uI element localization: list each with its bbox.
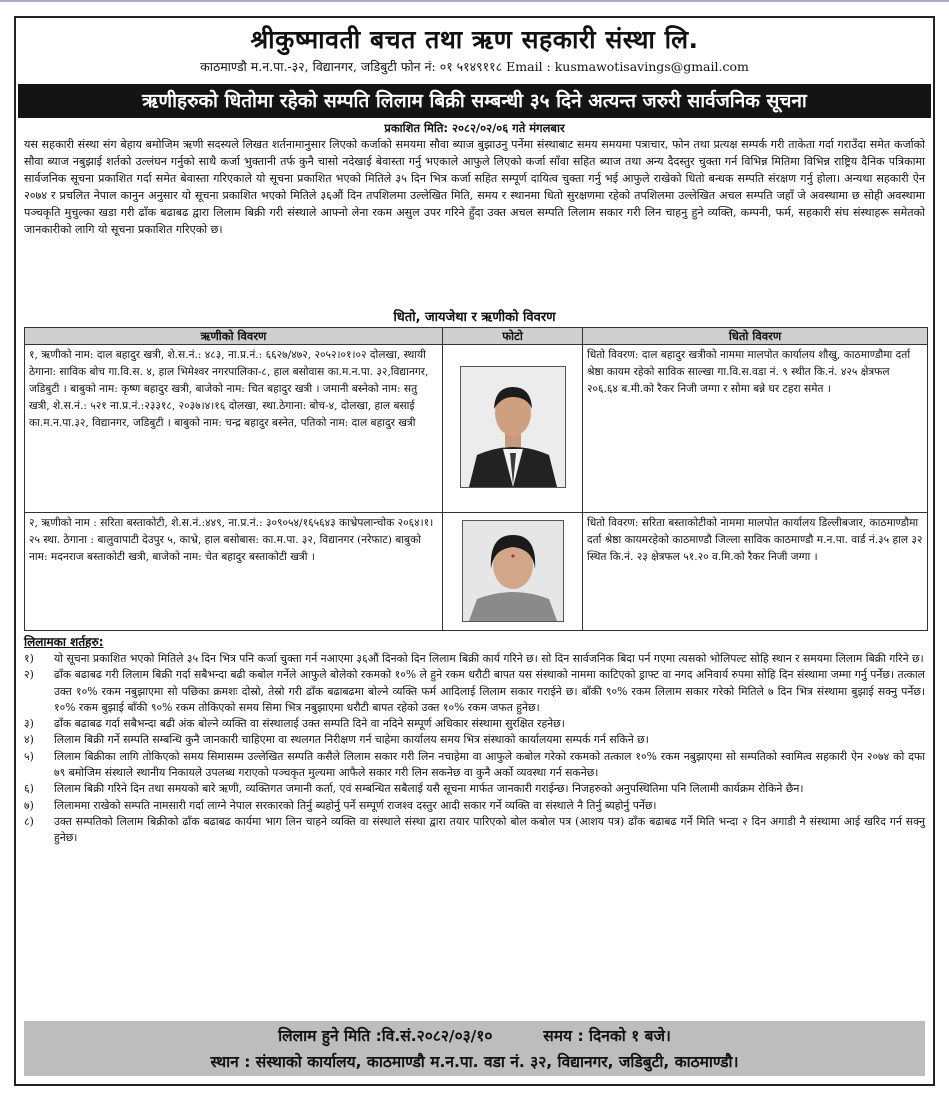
- condition-number: ८): [24, 814, 34, 828]
- list-item: [24, 749, 925, 782]
- condition-number: ३): [24, 717, 34, 731]
- list-item: [24, 732, 925, 748]
- list-item: [24, 716, 925, 732]
- condition-number: २): [24, 668, 34, 682]
- auction-place-value: : संस्थाको कार्यालय, काठमाण्डौ म.न.पा. वडा नं. ३२, विद्यानगर, जडिबुटी, काठमाण्डौ।: [244, 1053, 739, 1071]
- condition-text: उक्त सम्पतिको लिलाम बिक्रीको ढाँक बढाबढ कार्यमा भाग लिन चाहने व्यक्ति वा संस्थाले संस्था द्वारा तयार पारिएको बोल कबोल पत्र (आशय पत्र) ढाँक बढाबढ गर्ने मिति भन्दा २ दिन अगाडी नै संस्थामा आई खरिद गर्न सक्नु हुनेछ।: [54, 814, 925, 845]
- condition-text: लिलाम बिक्री गरिने दिन तथा समयको बारे ऋणी, व्यक्तिगत जमानी कर्ता, एवं सम्बन्धित सबैलाई यसै सूचना मार्फत जानकारी गराईन्छ। निजहरुको अनुपस्थितिमा पनि लिलामी कार्यक्रम रोकिने छैन।: [54, 782, 804, 796]
- borrower-photo: [460, 366, 566, 488]
- notice-page: [14, 16, 935, 1086]
- auction-footer: [24, 1021, 925, 1076]
- details-table: [24, 327, 928, 631]
- list-item: [24, 667, 925, 716]
- condition-text: ढाँक बढाबढ गरी लिलाम बिक्री गर्दा सबैभन्दा बढी कबोल गर्नेले आफुले बोलेको रकमको १०% ले हुने रकम धरौटी बापत यस संस्थाको नाममा काटिएको ड्राफ्ट वा नगद अनिवार्य रुपमा सोहि दिन संस्थामा जम्मा गर्नु पर्नेछ। तत्काल उक्त १०% रकम नबुझाएमा सो पछिका क्रमशः दोस्रो, तेस्रो गरी ढाँक बढाबढमा बोल्ने व्यक्ति फर्म आदिलाई लिलाम सकार गराईने छ। बाँकी ९०% रकम लिलाम सकार गरेको मितिले ७ दिन भित्र संस्थामा बुझाई सक्नु पर्नेछ। १०% रकम बुझाई बाँकी ९०% रकम तोकिएको समय सिमा भित्र नबुझाएमा धरौटी बापत रहेको उक्त १०% रकम जफत हुनेछ।: [54, 668, 925, 714]
- auction-date-value: :वि.सं.२०८२/०३/१०: [375, 1027, 493, 1045]
- collateral-details: धितो विवरण: सरिता बस्ताकोटीको नाममा मालपोत कार्यालय डिल्लीबजार, काठमाण्डौमा दर्ता श्रेष्ठा कायमरहेको काठमाण्डौ जिल्ला साविक काठमाण्डौ म.न.पा. वार्ड नं.३५ हाल ३२ स्थित कि.नं. २३ क्षेत्रफल ५१.२० व.मि.को रैकर निजी जग्गा ।: [583, 513, 928, 631]
- header-photo: फोटो: [443, 328, 583, 345]
- organization-title: श्रीकुष्मावती बचत तथा ऋण सहकारी संस्था लि.: [250, 25, 699, 54]
- condition-number: ४): [24, 733, 34, 747]
- condition-text: ढाँक बढाबढ गर्दा सबैभन्दा बढी अंक बोल्ने व्यक्ति वा संस्थालाई उक्त सम्पति दिने वा नदिने सम्पूर्ण अधिकार संस्थामा सुरक्षित रहनेछ।: [54, 717, 565, 731]
- collateral-details: धितो विवरण: दाल बहादुर खत्रीको नाममा मालपोत कार्यालय शौखु, काठमाण्डौमा दर्ता श्रेष्ठा कायम रहेको साविक साल्खा गा.वि.स.वडा नं. ९ स्थीत कि.नं. ४२५ क्षेत्रफल २०६.६४ ब.मी.को रैकर निजी जग्गा र सोमा बन्ने घर टहरा समेत ।: [583, 345, 928, 513]
- condition-number: ५): [24, 749, 34, 763]
- conditions-list: [16, 651, 933, 847]
- header-collateral: धितो विवरण: [583, 328, 928, 345]
- list-item: [24, 798, 925, 814]
- details-title: धितो, जायजेथा र ऋणीको विवरण: [393, 310, 556, 325]
- intro-paragraph: यस सहकारी संस्था संग बेहाय बमोजिम ऋणी सदस्यले लिखत शर्तनामानुसार लिएको कर्जाको समयमा सौवा ब्याज बुझाउनु पर्नेमा संस्थाबाट समय समयमा पत्राचार, फोन तथा प्रत्यक्ष सम्पर्क गरी ताकेता गर्दा गराउँदा समेत कर्जाको सौवा ब्याज नबुझाई शर्तको उल्लंघन गर्नुको साथै कर्जा भुक्तानी तर्फ कुनै चासो नदेखाई बेवास्ता गर्नु भएकाले आफुले लिएको कर्जा साँवा सहित ब्याज तथा अन्य दैदस्तुर चुक्ता गर्न विभिन्न मितिमा विभिन्न राष्ट्रिय दैनिक पत्रिकामा सार्वजनिक सूचना प्रकाशित गर्दा समेत बेवास्ता गरिएकाले यो सूचना प्रकाशित भएको मितिले ३५ दिन भित्र कर्जा सहित सम्पूर्ण दायित्व चुक्ता गर्नु भई आफुले राखेको धितो बन्धक सम्पति संरक्षण गर्नु होला। अन्यथा सहकारी ऐन २०७४ र प्रचलित नेपाल कानुन अनुसार यो सूचना प्रकाशित भएको मितिले ३६औं दिन तपशिलमा उल्लेखित मिति, समय र स्थानमा धितो सुरक्षणमा रहेको तपशिलमा उल्लेखित अचल सम्पति जहाँ जे अवस्थामा छ सोही अवस्थामा पञ्चकृति मुचुल्का खडा गरी ढाँक बढाबढ द्वारा लिलाम बिक्री गरी संस्थाले आफ्नो लेना रकम असुल उपर गरिने हुँदा उक्त अचल सम्पति लिलाम सकार गरी लिन चाहनु हुने व्यक्ति, कम्पनी, फर्म, सहकारी संघ संस्थाहरू समेतको जानकारीको लागि यो सूचना प्रकाशित गरिएको छ।: [24, 138, 925, 236]
- auction-date-line: [24, 1023, 925, 1049]
- header-borrower: ऋणीको विवरण: [25, 328, 443, 345]
- top-border-line: [0, 0, 949, 2]
- condition-number: ७): [24, 798, 34, 812]
- auction-time-value: : दिनको १ बजे।: [577, 1027, 671, 1045]
- borrower-details: २, ऋणीको नाम : सरिता बस्ताकोटी, शे.स.नं.:४४९, ना.प्र.नं.: ३०९०५४/१६५६४३ काभ्रेपलान्चोक २०६४।१।२५ स्था. ठेगाना : बालुवापाटी देउपुर ५, काभ्रे, हाल बसोबास: का.म.पा. ३२, विद्यानगर (नरेफाट) बाबुको नाम: मदनराज बस्ताकोटी खत्री, बाजेको नाम: चेत बहादुर बस्ताकोटी खत्री ।: [25, 513, 443, 631]
- auction-date-label: लिलाम हुने मिति: [278, 1027, 371, 1045]
- photo-cell: [443, 513, 583, 631]
- photo-cell: [443, 345, 583, 513]
- notice-banner: ऋणीहरुको धितोमा रहेको सम्पति लिलाम बिक्री सम्बन्धी ३५ दिने अत्यन्त जरुरी सार्वजनिक सूचना: [18, 84, 931, 118]
- list-item: [24, 651, 925, 667]
- table-row: [25, 513, 928, 631]
- borrower-photo: [462, 520, 564, 622]
- table-row: [25, 345, 928, 513]
- borrower-details: १, ऋणीको नाम: दाल बहादुर खत्री, शे.स.नं.: ४८३, ना.प्र.नं.: ६६२७/४७२, २०५२।०१।०२ दोलखा, स्थायी ठेगाना: साविक बोच गा.वि.स. ४, हाल भिमेश्वर नगरपालिका-८, हाल बसोवास का.म.न.पा. ३२,विद्यानगर, जडिबुटी । बाबुको नाम: कृष्ण बहादुर खत्री, बाजेको नाम: चित बहादुर खत्री । जमानी बस्नेको नाम: सतु खत्री, शे.स.नं.: ५२१ ना.प्र.नं.:२३३१८, २०३७।४।१६ दोलखा, स्था.ठेगाना: बोच-४, दोलखा, हाल बसाई का.म.न.पा.३२, विद्यानगर, जडिबुटी । बाबुको नाम: चन्द्र बहादुर बस्नेत, पतिको नाम: दाल बहादुर खत्री: [25, 345, 443, 513]
- auction-place-label: स्थान: [210, 1053, 239, 1071]
- organization-address: काठमाण्डौ म.न.पा.-३२, विद्यानगर, जडिबुटी फोन नं: ०१ ५१४९११८ Email : kusmawotisavings@gmail.com: [200, 59, 749, 74]
- list-item: [24, 814, 925, 847]
- condition-text: लिलाम बिक्रीका लागि तोकिएको समय सिमासम्म उल्लेखित सम्पति कसैले लिलाम सकार गरी लिन नचाहेमा वा आफुले कबोल गरेको रकमको तत्काल १०% रकम नबुझाएमा सो सम्पतिको स्वामित्व सहकारी ऐन २०७४ को दफा ७९ बमोजिम संस्थाले स्थानीय निकायले उपलब्ध गराएको पञ्चकृत मुल्यमा आफैले सकार गरी लिन सकनेछ वा कुनै अर्को व्यवस्था गर्न सकनेछ।: [54, 749, 925, 780]
- auction-time-label: समय: [543, 1027, 573, 1045]
- auction-place-line: [24, 1049, 925, 1075]
- condition-text: लिलाममा राखेको सम्पति नामसारी गर्दा लाग्ने नेपाल सरकारको तिर्नु ब्यहोर्नु पर्ने सम्पूर्ण राजश्व दस्तुर आदी सकार गर्ने व्यक्ति वा संस्थाले नै तिर्नु ब्यहोर्नु पर्नेछ।: [54, 798, 657, 812]
- list-item: [24, 781, 925, 797]
- condition-number: १): [24, 652, 34, 665]
- conditions-title: लिलामका शर्तहरु:: [24, 635, 104, 649]
- published-date: प्रकाशित मिति: २०८२/०२/०६ गते मंगलबार: [384, 121, 565, 135]
- condition-text: यो सूचना प्रकाशित भएको मितिले ३५ दिन भित्र पनि कर्जा चुक्ता गर्न नआएमा ३६औं दिनको दिन लिलाम बिक्री कार्य गरिने छ। सो दिन सार्वजनिक बिदा पर्न गएमा त्यसको भोलिपल्ट सोहि स्थान र समयमा लिलाम बिक्री गरिने छ।: [54, 652, 924, 665]
- condition-number: ६): [24, 782, 34, 796]
- table-header-row: [25, 328, 928, 345]
- condition-text: लिलाम बिक्री गर्ने सम्पति सम्बन्धि कुनै जानकारी चाहिएमा वा स्थलगत निरीक्षण गर्न चाहेमा कार्यालय समय भित्र संस्थाको कार्यालयमा सम्पर्क गर्न सकिने छ।: [54, 733, 649, 747]
